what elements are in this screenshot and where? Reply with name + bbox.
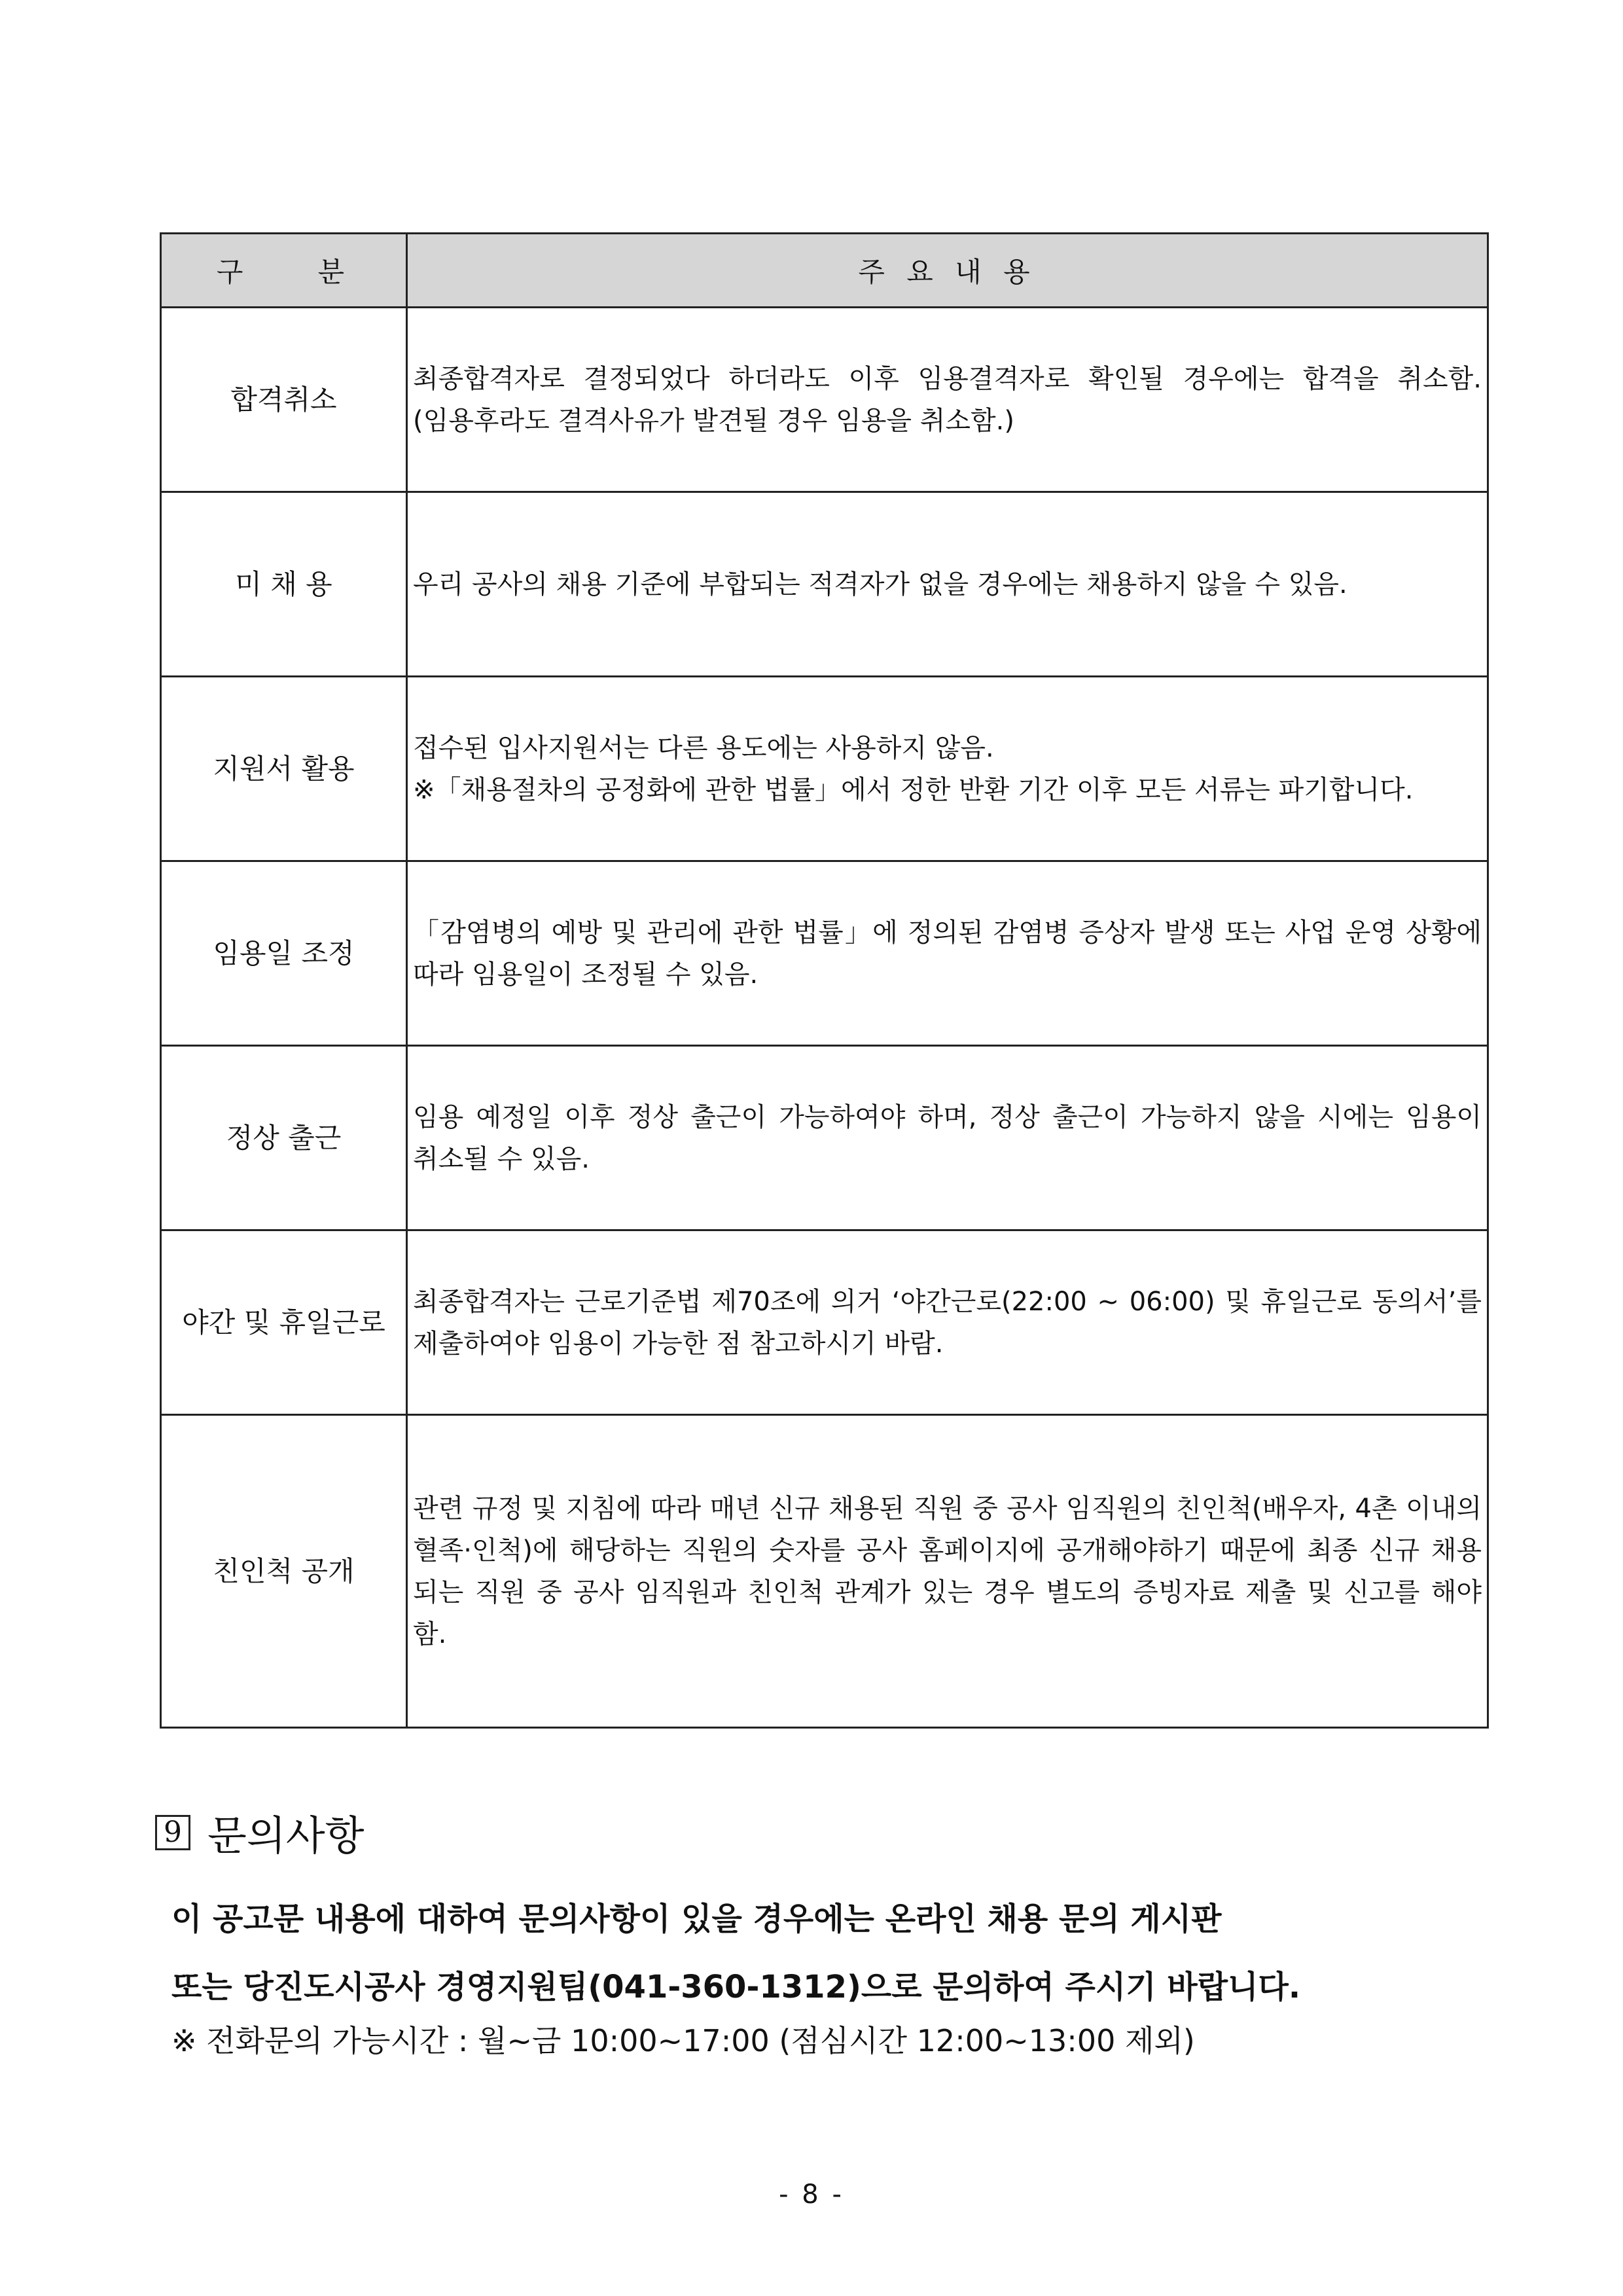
row-content-no-hire: 우리 공사의 채용 기준에 부합되는 적격자가 없을 경우에는 채용하지 않을 수 있음. bbox=[407, 492, 1488, 677]
row-category-cancel-pass: 합격취소 bbox=[161, 308, 407, 492]
row-category-start-date: 임용일 조정 bbox=[161, 861, 407, 1046]
row-category-normal-attendance: 정상 출근 bbox=[161, 1046, 407, 1230]
notice-table bbox=[160, 232, 1489, 1729]
row-content-normal-attendance: 임용 예정일 이후 정상 출근이 가능하여야 하며, 정상 출근이 가능하지 않을 시에는 임용이 취소될 수 있음. bbox=[407, 1046, 1488, 1230]
page-number: - 8 - bbox=[779, 2179, 844, 2210]
row-content-application-use: 접수된 입사지원서는 다른 용도에는 사용하지 않음. ※「채용절차의 공정화에 관한 법률」에서 정한 반환 기간 이후 모든 서류는 파기합니다. bbox=[407, 677, 1488, 861]
row-category-no-hire: 미 채 용 bbox=[161, 492, 407, 677]
table-row bbox=[161, 308, 1488, 492]
row-content-start-date: 「감염병의 예방 및 관리에 관한 법률」에 정의된 감염병 증상자 발생 또는 사업 운영 상황에 따라 임용일이 조정될 수 있음. bbox=[407, 861, 1488, 1046]
table-header-row bbox=[161, 234, 1488, 308]
table-row bbox=[161, 677, 1488, 861]
contact-line-1: 이 공고문 내용에 대하여 문의사항이 있을 경우에는 온라인 채용 문의 게시판 bbox=[171, 1901, 1222, 1937]
row-content-cancel-pass: 최종합격자로 결정되었다 하더라도 이후 임용결격자로 확인될 경우에는 합격을 취소함. (임용후라도 결격사유가 발견될 경우 임용을 취소함.) bbox=[407, 308, 1488, 492]
contact-line-2: 또는 당진도시공사 경영지원팀(041-360-1312)으로 문의하여 주시기 바랍니다. bbox=[171, 1969, 1301, 2005]
phone-hours-note: ※ 전화문의 가능시간 : 월~금 10:00~17:00 (점심시간 12:00~13:00 제외) bbox=[171, 2023, 1195, 2058]
table-row bbox=[161, 1415, 1488, 1728]
row-category-relatives-disclosure: 친인척 공개 bbox=[161, 1415, 407, 1728]
row-category-application-use: 지원서 활용 bbox=[161, 677, 407, 861]
header-content: 주 요 내 용 bbox=[407, 234, 1488, 308]
contact-paragraph bbox=[171, 1885, 1480, 2021]
table-row bbox=[161, 861, 1488, 1046]
row-content-relatives-disclosure: 관련 규정 및 지침에 따라 매년 신규 채용된 직원 중 공사 임직원의 친인척(배우자, 4촌 이내의 혈족·인척)에 해당하는 직원의 숫자를 공사 홈페이지에 공개해야하기 때문에 최종 신규 채용 되는 직원 중 공사 임직원과 친인척 관계가 있는 경우 별도의 증빙자료 제출 및 신고를 해야 함. bbox=[407, 1415, 1488, 1728]
header-category: 구 분 bbox=[161, 234, 407, 308]
row-content-night-holiday-work: 최종합격자는 근로기준법 제70조에 의거 ‘야간근로(22:00 ~ 06:00) 및 휴일근로 동의서’를 제출하여야 임용이 가능한 점 참고하시기 바람. bbox=[407, 1230, 1488, 1415]
table-row bbox=[161, 1230, 1488, 1415]
table-row bbox=[161, 1046, 1488, 1230]
section-title: 문의사항 bbox=[207, 1812, 365, 1859]
section-number-box: 9 bbox=[155, 1815, 190, 1850]
table-row bbox=[161, 492, 1488, 677]
section-heading bbox=[155, 1803, 365, 1861]
row-category-night-holiday-work: 야간 및 휴일근로 bbox=[161, 1230, 407, 1415]
